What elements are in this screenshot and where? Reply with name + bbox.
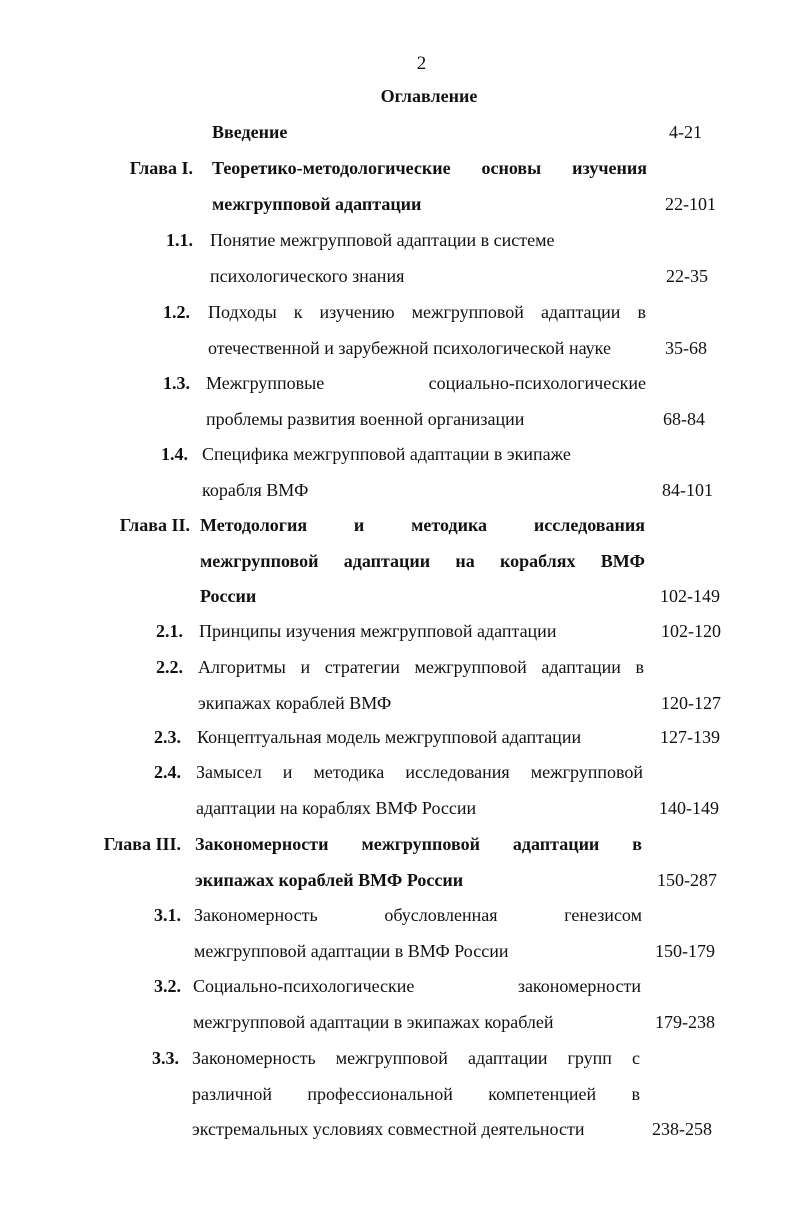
- toc-entry-label: 2.4.: [154, 762, 181, 782]
- toc-entry-pages: 120-127: [661, 692, 721, 713]
- toc-entry-label: 3.2.: [154, 976, 181, 996]
- toc-entry-title-line: экстремальных условиях совместной деятельности: [192, 1119, 585, 1139]
- toc-entry-title-line: межгрупповой адаптации в ВМФ России: [194, 940, 509, 961]
- toc-entry-title-line: Алгоритмы и стратегии межгрупповой адаптации в: [198, 657, 644, 677]
- toc-entry-title-line: экипажах кораблей ВМФ России: [195, 869, 464, 890]
- toc-entry-title-line: Понятие межгрупповой адаптации в системе: [210, 230, 555, 250]
- toc-entry-label: 3.1.: [154, 905, 181, 925]
- toc-entry-label: 2.2.: [156, 657, 183, 677]
- toc-entry-title-line: психологического знания: [210, 265, 405, 286]
- toc-entry-label: 1.2.: [163, 302, 190, 322]
- toc-entry-title-line: проблемы развития военной организации: [206, 408, 525, 429]
- toc-entry-pages: 35-68: [665, 337, 707, 358]
- toc-entry-pages: 102-149: [660, 586, 720, 606]
- toc-entry-title-line: экипажах кораблей ВМФ: [198, 692, 392, 713]
- page-number: 2: [416, 53, 427, 74]
- toc-entry-pages: 102-120: [661, 621, 721, 641]
- toc-entry-label: 3.3.: [152, 1048, 179, 1068]
- toc-entry-label: Глава I.: [129, 158, 193, 178]
- toc-heading: Оглавление: [380, 86, 478, 106]
- toc-entry-pages: 127-139: [660, 727, 720, 747]
- toc-entry-title-line: России: [200, 586, 257, 606]
- toc-entry-title-line: Методология и методика исследования: [200, 515, 645, 535]
- toc-entry-label: 2.3.: [154, 727, 181, 747]
- toc-entry-title-line: отечественной и зарубежной психологической науке: [208, 337, 611, 358]
- toc-entry-title-line: межгрупповой адаптации на кораблях ВМФ: [200, 550, 645, 571]
- toc-entry-title-line: Межгрупповые социально-психологические: [206, 373, 646, 393]
- toc-entry-pages: 22-101: [665, 193, 716, 214]
- toc-entry-title-line: Введение: [212, 122, 288, 142]
- toc-entry-title-line: адаптации на кораблях ВМФ России: [196, 797, 477, 818]
- toc-entry-title-line: Теоретико-методологические основы изучения: [212, 158, 647, 178]
- toc-entry-title-line: Закономерность обусловленная генезисом: [194, 905, 642, 925]
- toc-entry-pages: 150-179: [655, 940, 715, 961]
- toc-entry-title-line: Подходы к изучению межгрупповой адаптации в: [208, 302, 646, 322]
- toc-entry-pages: 4-21: [669, 122, 702, 142]
- toc-entry-title-line: различной профессиональной компетенцией в: [192, 1083, 640, 1104]
- toc-entry-title-line: Специфика межгрупповой адаптации в экипаже: [202, 444, 571, 464]
- toc-entry-title-line: Закономерность межгрупповой адаптации групп с: [192, 1048, 640, 1068]
- toc-entry-title-line: Концептуальная модель межгрупповой адаптации: [197, 727, 582, 747]
- toc-entry-label: 2.1.: [156, 621, 183, 641]
- toc-entry-label: 1.1.: [166, 230, 193, 250]
- toc-entry-pages: 140-149: [659, 797, 719, 818]
- toc-entry-title-line: Закономерности межгрупповой адаптации в: [195, 834, 642, 854]
- toc-entry-label: Глава III.: [103, 834, 181, 854]
- toc-entry-pages: 150-287: [657, 869, 717, 890]
- toc-entry-title-line: Социально-психологические закономерности: [193, 976, 641, 996]
- toc-entry-pages: 84-101: [662, 479, 713, 500]
- toc-entry-title-line: межгрупповой адаптации в экипажах кораблей: [193, 1011, 554, 1032]
- toc-entry-title-line: межгрупповой адаптации: [212, 193, 422, 214]
- toc-entry-pages: 238-258: [652, 1119, 712, 1139]
- toc-entry-title-line: корабля ВМФ: [202, 479, 309, 500]
- toc-entry-pages: 22-35: [666, 265, 708, 286]
- toc-entry-label: Глава II.: [119, 515, 190, 535]
- toc-entry-title-line: Замысел и методика исследования межгрупповой: [196, 762, 643, 782]
- toc-entry-label: 1.3.: [163, 373, 190, 393]
- toc-entry-title-line: Принципы изучения межгрупповой адаптации: [199, 621, 557, 641]
- toc-entry-pages: 179-238: [655, 1011, 715, 1032]
- toc-entry-pages: 68-84: [663, 408, 705, 429]
- toc-entry-label: 1.4.: [161, 444, 188, 464]
